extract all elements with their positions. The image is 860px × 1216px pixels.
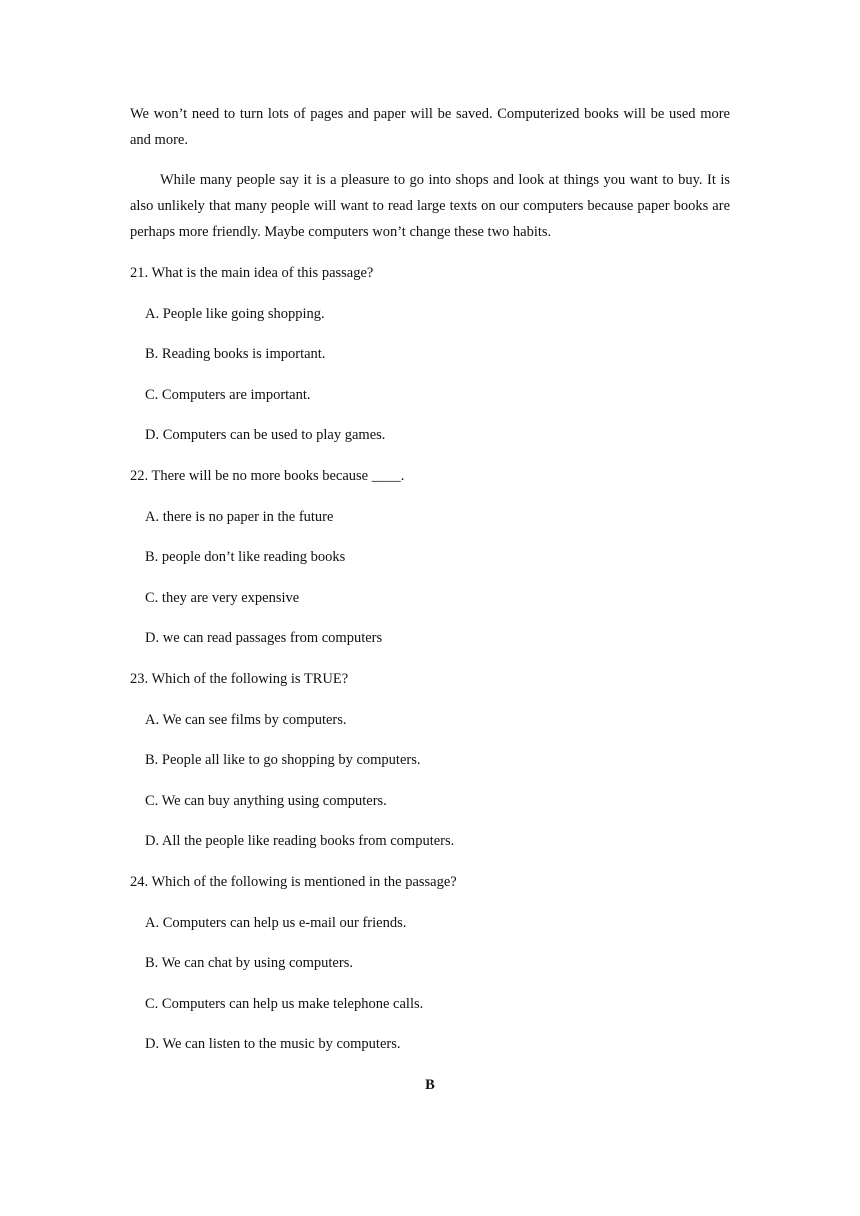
option-c: C. they are very expensive [145,590,300,606]
option-d: D. Computers can be used to play games. [145,427,386,443]
section-label: B [425,1077,435,1093]
passage-paragraph-2: While many people say it is a pleasure to go into shops and look at things you want to buy. It is also unlikely that many people will want to read large texts on our computers because paper books are perhaps more friendly. Maybe computers won’t change these two habits. [130,172,730,240]
option-b: B. People all like to go shopping by computers. [145,752,421,768]
option-d: D. All the people like reading books from computers. [145,833,455,849]
passage-paragraph-1: We won’t need to turn lots of pages and paper will be saved. Computerized books will be used more and more. [130,106,730,148]
question-stem: 21. What is the main idea of this passage? [130,265,374,281]
option-a: A. People like going shopping. [145,306,325,322]
option-b: B. people don’t like reading books [145,549,346,565]
option-c: C. Computers can help us make telephone calls. [145,996,424,1012]
option-d: D. We can listen to the music by computers. [145,1036,401,1052]
option-c: C. Computers are important. [145,387,311,403]
option-b: B. We can chat by using computers. [145,955,353,971]
option-a: A. Computers can help us e-mail our friends. [145,915,407,931]
option-d: D. we can read passages from computers [145,630,383,646]
option-a: A. We can see films by computers. [145,712,347,728]
question-stem: 22. There will be no more books because ____. [130,468,405,484]
option-b: B. Reading books is important. [145,346,326,362]
question-stem: 24. Which of the following is mentioned in the passage? [130,874,457,890]
option-c: C. We can buy anything using computers. [145,793,387,809]
question-stem: 23. Which of the following is TRUE? [130,671,349,687]
option-a: A. there is no paper in the future [145,509,334,525]
